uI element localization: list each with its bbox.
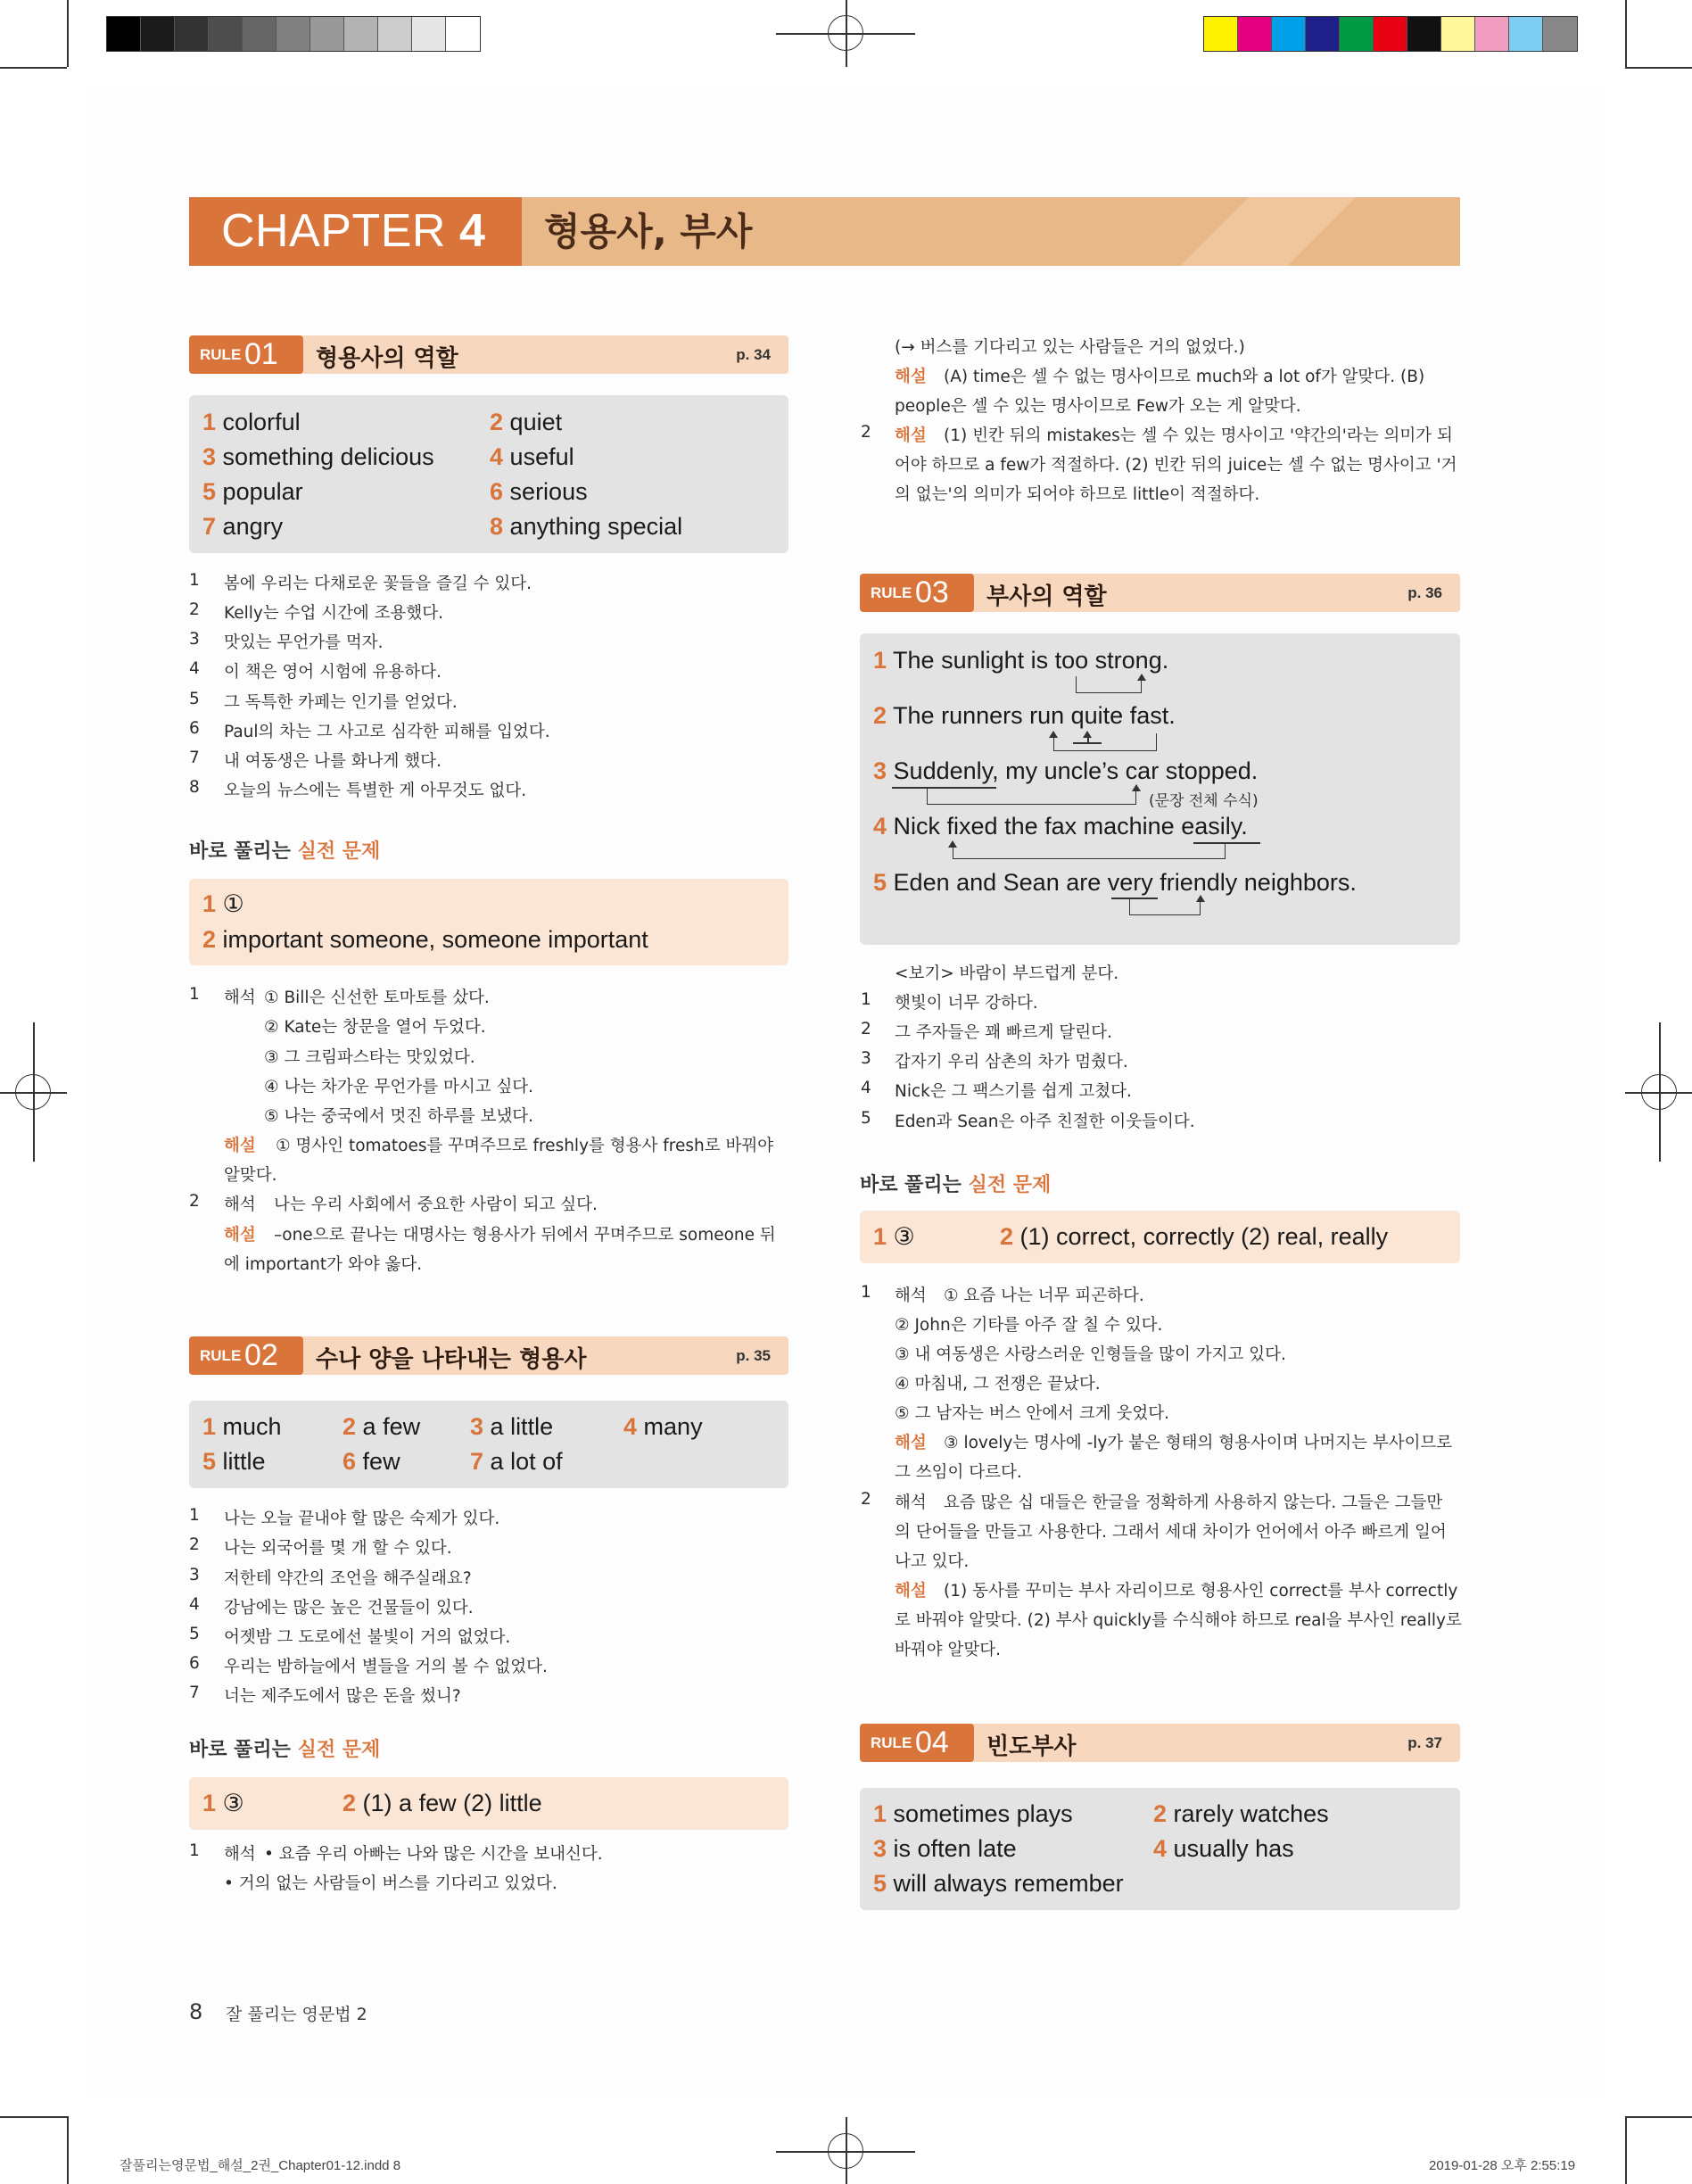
- exp-text: 의 없는'의 의미가 되어야 하므로 little이 적절하다.: [895, 485, 1260, 504]
- modifier-arrow: [1129, 898, 1201, 915]
- exp-text: ⑤ 나는 중국에서 멋진 하루를 보냈다.: [264, 1107, 534, 1126]
- exp-text: (1) 빈칸 뒤의 mistakes는 셀 수 있는 명사이고 '약간의'라는 의미가 되: [944, 426, 1453, 445]
- arrow-head: [1049, 731, 1058, 738]
- exp-label-haeseol: 해설: [895, 1582, 927, 1601]
- crop-mark: [1625, 67, 1692, 69]
- chapter-label: CHAPTER 4: [189, 197, 522, 266]
- rule-page-ref: p. 37: [1407, 1734, 1442, 1751]
- grayscale-bar: [106, 16, 481, 52]
- exp-text: ② John은 기타를 아주 잘 칠 수 있다.: [895, 1316, 1163, 1335]
- exp-text: ⑤ 그 남자는 버스 안에서 크게 웃었다.: [895, 1404, 1169, 1423]
- answer-item: 3 a little: [470, 1413, 554, 1440]
- exp-num: 2: [861, 423, 871, 442]
- practice-answer: 1 ③: [202, 1790, 244, 1816]
- answer-item: 3 something delicious: [202, 443, 434, 470]
- underline-adverb: [1193, 842, 1260, 844]
- practice-title: 바로 풀리는 실전 문제: [860, 1174, 1052, 1196]
- answer-item: 3 Suddenly, my uncle’s car stopped.: [873, 757, 1259, 784]
- sentence-text: 봄에 우리는 다채로운 꽃들을 즐길 수 있다.: [224, 575, 532, 593]
- exp-num: 2: [861, 1490, 871, 1509]
- rule-tag: RULE 02: [189, 1336, 303, 1375]
- exp-text: 로 바꿔야 알맞다. (2) 부사 quickly를 수식해야 하므로 real을 부사인 really로: [895, 1611, 1462, 1630]
- underline-adverb: [1111, 898, 1158, 899]
- sentence-text: 저한테 약간의 조언을 해주실래요?: [224, 1569, 472, 1588]
- sentence-num: 4: [189, 1595, 200, 1614]
- answer-item: 7 angry: [202, 513, 284, 540]
- crop-mark: [0, 67, 67, 69]
- answer-item: 1 sometimes plays: [873, 1800, 1073, 1827]
- crop-mark: [67, 2116, 69, 2184]
- sentence-num: 8: [189, 778, 200, 797]
- exp-text: ① 요즘 나는 너무 피곤하다.: [944, 1286, 1144, 1305]
- practice-answer: 2 (1) correct, correctly (2) real, really: [1000, 1223, 1389, 1250]
- practice-answer: 2 important someone, someone important: [202, 926, 648, 953]
- sentence-num: 3: [189, 1566, 200, 1584]
- arrow-head: [1132, 784, 1141, 791]
- registration-line: [33, 1022, 35, 1162]
- exp-text: 바꿔야 알맞다.: [895, 1641, 1001, 1659]
- sentence-num: 1: [189, 571, 200, 590]
- modifier-arrow: [953, 843, 1226, 859]
- exp-text: 어야 하므로 a few가 적절하다. (2) 빈칸 뒤의 juice는 셀 수 없는 명사이고 '거: [895, 456, 1457, 475]
- answer-item: 5 will always remember: [873, 1870, 1124, 1897]
- exp-text: people은 셀 수 있는 명사이므로 Few가 오는 게 알맞다.: [895, 397, 1301, 416]
- answer-item: 6 serious: [490, 478, 588, 505]
- sentence-num: 1: [861, 990, 871, 1009]
- exp-text: (A) time은 셀 수 없는 명사이므로 much와 a lot of가 알맞다. (B): [944, 368, 1425, 386]
- sentence-text: Eden과 Sean은 아주 친절한 이웃들이다.: [895, 1113, 1195, 1131]
- exp-label: 해석: [224, 989, 256, 1007]
- crop-mark: [1625, 0, 1627, 67]
- rule-04-header: [860, 1724, 1460, 1762]
- sentence-num: 2: [861, 1020, 871, 1038]
- exp-label: 해석: [224, 1195, 256, 1214]
- sentence-text: 그 주자들은 꽤 빠르게 달린다.: [895, 1023, 1112, 1042]
- answer-item: 2 rarely watches: [1153, 1800, 1329, 1827]
- sentence-text: 내 여동생은 나를 화나게 했다.: [224, 752, 442, 771]
- answer-item: 4 Nick fixed the fax machine easily.: [873, 813, 1248, 840]
- sentence-num: 5: [189, 690, 200, 708]
- sentence-num: 1: [189, 1506, 200, 1525]
- crop-mark: [1625, 2116, 1627, 2184]
- rule-02-header: [189, 1336, 788, 1375]
- registration-line: [846, 2117, 847, 2184]
- sentence-num: 5: [861, 1109, 871, 1128]
- rule-tag: RULE 03: [860, 574, 974, 612]
- sentence-num: 3: [861, 1049, 871, 1068]
- exp-num: 1: [189, 1841, 200, 1860]
- answer-item: 2 a few: [343, 1413, 421, 1440]
- exp-text: 나는 우리 사회에서 중요한 사람이 되고 싶다.: [274, 1195, 598, 1214]
- answer-item: 4 useful: [490, 443, 574, 470]
- answer-item: 2 quiet: [490, 409, 563, 435]
- exp-text: ④ 나는 차가운 무언가를 마시고 싶다.: [264, 1078, 534, 1096]
- sentence-text: Paul의 차는 그 사고로 심각한 피해를 입었다.: [224, 723, 550, 741]
- book-title: 잘 풀리는 영문법 2: [226, 2005, 367, 2024]
- sentence-text: Nick은 그 팩스기를 쉽게 고쳤다.: [895, 1082, 1132, 1101]
- exp-text: ③ 그 크림파스타는 맛있었다.: [264, 1048, 475, 1067]
- exp-text: (→ 버스를 기다리고 있는 사람들은 거의 없었다.): [895, 338, 1245, 357]
- arrow-base: [1073, 742, 1102, 744]
- sentence-text: 너는 제주도에서 많은 돈을 썼니?: [224, 1687, 461, 1706]
- answer-item: 4 many: [623, 1413, 703, 1440]
- sentence-num: 7: [189, 749, 200, 767]
- color-bar: [1203, 16, 1578, 52]
- exp-num: 2: [189, 1192, 200, 1211]
- crop-mark: [67, 0, 69, 67]
- rule-page-ref: p. 36: [1407, 584, 1442, 601]
- modifier-arrow: [927, 787, 1136, 805]
- rule-page-ref: p. 35: [736, 1347, 771, 1364]
- rule-title: 형용사의 역할: [316, 345, 458, 372]
- sentence-num: 6: [189, 1654, 200, 1673]
- exp-num: 1: [861, 1283, 871, 1302]
- sentence-num: 6: [189, 719, 200, 738]
- crop-mark: [1625, 2116, 1692, 2118]
- sentence-text: 우리는 밤하늘에서 별들을 거의 볼 수 없었다.: [224, 1658, 548, 1676]
- exp-text: ② Kate는 창문을 열어 두었다.: [264, 1018, 486, 1037]
- registration-line: [846, 0, 847, 67]
- arrow-stem: [1087, 733, 1089, 742]
- arrow-head: [948, 840, 957, 848]
- practice-title: 바로 풀리는 실전 문제: [189, 1739, 381, 1761]
- sentence-text: 햇빛이 너무 강하다.: [895, 994, 1038, 1013]
- answer-item: 1 much: [202, 1413, 282, 1440]
- sentence-text: 어젯밤 그 도로에선 불빛이 거의 없었다.: [224, 1628, 511, 1647]
- exp-label-haeseol: 해설: [895, 426, 927, 445]
- sentence-num: 3: [189, 630, 200, 649]
- exp-label-haeseol: 해설: [224, 1137, 256, 1155]
- rule-page-ref: p. 34: [736, 346, 771, 363]
- answer-item: 5 Eden and Sean are very friendly neighbors.: [873, 869, 1357, 896]
- rule-tag: RULE 01: [189, 335, 303, 374]
- exp-text: ① Bill은 신선한 토마토를 샀다.: [264, 989, 490, 1007]
- practice-title: 바로 풀리는 실전 문제: [189, 840, 381, 863]
- exp-text: 에 important가 와야 옳다.: [224, 1255, 423, 1274]
- practice-answer: 1 ③: [873, 1223, 915, 1250]
- exp-text: ③ 내 여동생은 사랑스러운 인형들을 많이 가지고 있다.: [895, 1345, 1286, 1364]
- sentence-text: 오늘의 뉴스에는 특별한 게 아무것도 없다.: [224, 782, 527, 800]
- answer-item: 8 anything special: [490, 513, 683, 540]
- answer-item: 2 The runners run quite fast.: [873, 702, 1176, 729]
- exp-num: 1: [189, 985, 200, 1004]
- exp-text: 의 단어들을 만들고 사용한다. 그래서 세대 차이가 언어에서 아주 빠르게 일어: [895, 1523, 1447, 1542]
- modifier-arrow: [1076, 676, 1142, 693]
- practice-answer: 2 (1) a few (2) little: [343, 1790, 542, 1816]
- sentence-text: 갑자기 우리 삼촌의 차가 멈췄다.: [895, 1053, 1128, 1071]
- exp-text: • 거의 없는 사람들이 버스를 기다리고 있었다.: [224, 1874, 557, 1893]
- exp-text: 그 쓰임이 다르다.: [895, 1463, 1022, 1482]
- rule-tag: RULE 04: [860, 1724, 974, 1762]
- sentence-num: 7: [189, 1684, 200, 1702]
- exp-text: –one으로 끝나는 대명사는 형용사가 뒤에서 꾸며주므로 someone 뒤: [274, 1226, 776, 1245]
- sentence-text: 그 독특한 카페는 인기를 얻었다.: [224, 693, 458, 712]
- sentence-num: 2: [189, 1535, 200, 1554]
- sentence-num: 4: [189, 659, 200, 678]
- chapter-header: [189, 197, 1460, 266]
- practice-answer: 1 ①: [202, 890, 244, 917]
- sentence-text: 나는 오늘 끝내야 할 많은 숙제가 있다.: [224, 1510, 500, 1528]
- answer-item: 7 a lot of: [470, 1448, 563, 1475]
- chapter-title: 형용사, 부사: [544, 210, 753, 253]
- slug-date: 2019-01-28 오후 2:55:19: [1429, 2158, 1576, 2173]
- exp-text: 요즘 많은 십 대들은 한글을 정확하게 사용하지 않는다. 그들은 그들만: [944, 1493, 1443, 1512]
- answer-item: 5 little: [202, 1448, 266, 1475]
- answer-item: 1 colorful: [202, 409, 301, 435]
- page-number: 8: [189, 1999, 203, 2024]
- crop-mark: [0, 2116, 67, 2118]
- answer-item: 4 usually has: [1153, 1835, 1294, 1862]
- sentence-text: 맛있는 무언가를 먹자.: [224, 633, 384, 652]
- exp-label: 해석: [224, 1845, 256, 1864]
- whole-sentence-note: (문장 전체 수식): [1149, 792, 1259, 810]
- exp-text: 알맞다.: [224, 1166, 277, 1185]
- answer-item: 1 The sunlight is too strong.: [873, 647, 1169, 674]
- exp-text: ① 명사인 tomatoes를 꾸며주므로 freshly를 형용사 fresh로 바꿔야: [276, 1137, 774, 1155]
- sentence-text: 나는 외국어를 몇 개 할 수 있다.: [224, 1539, 452, 1558]
- exp-label-haeseol: 해설: [895, 1434, 927, 1452]
- exp-label-haeseol: 해설: [224, 1226, 256, 1245]
- rule-title: 빈도부사: [986, 1733, 1077, 1760]
- exp-label: 해석: [895, 1493, 927, 1512]
- sentence-num: 2: [189, 600, 200, 619]
- answer-item: 6 few: [343, 1448, 400, 1475]
- exp-text: 나고 있다.: [895, 1552, 970, 1571]
- header-stripe: [1181, 197, 1357, 266]
- sentence-num: 4: [861, 1079, 871, 1097]
- exp-text: (1) 동사를 꾸미는 부사 자리이므로 형용사인 correct를 부사 correctly: [944, 1582, 1458, 1601]
- exp-label: 해석: [895, 1286, 927, 1305]
- arrow-head: [1137, 674, 1146, 681]
- sentence-text: <보기> 바람이 부드럽게 분다.: [895, 964, 1119, 983]
- arrow-head: [1196, 895, 1205, 902]
- answer-item: 3 is often late: [873, 1835, 1017, 1862]
- sentence-text: Kelly는 수업 시간에 조용했다.: [224, 604, 444, 623]
- rule-title: 부사의 역할: [986, 583, 1107, 610]
- sentence-text: 이 책은 영어 시험에 유용하다.: [224, 663, 442, 682]
- rule-01-header: [189, 335, 788, 374]
- exp-text: • 요즘 우리 아빠는 나와 많은 시간을 보내신다.: [264, 1845, 603, 1864]
- exp-text: ④ 마침내, 그 전쟁은 끝났다.: [895, 1375, 1101, 1394]
- sentence-text: 강남에는 많은 높은 건물들이 있다.: [224, 1599, 474, 1617]
- exp-label-haeseol: 해설: [895, 368, 927, 386]
- registration-line: [1659, 1022, 1661, 1162]
- exp-text: ③ lovely는 명사에 -ly가 붙은 형태의 형용사이며 나머지는 부사이므로: [944, 1434, 1453, 1452]
- answer-item: 5 popular: [202, 478, 303, 505]
- sentence-num: 5: [189, 1625, 200, 1643]
- rule-03-header: [860, 574, 1460, 612]
- rule-title: 수나 양을 나타내는 형용사: [316, 1346, 587, 1373]
- slug-filename: 잘풀리는영문법_해설_2권_Chapter01-12.indd 8: [120, 2158, 401, 2173]
- modifier-arrow: [1053, 733, 1157, 751]
